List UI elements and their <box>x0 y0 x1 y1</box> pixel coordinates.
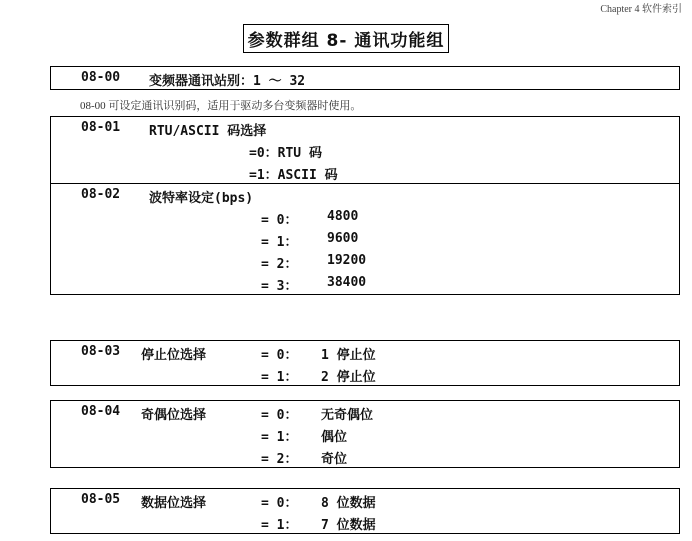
option-value: 2 停止位 <box>321 370 376 385</box>
option-key: = 1： <box>261 430 298 445</box>
param-name: 奇偶位选择 <box>141 408 207 423</box>
option-key: = 1： <box>261 518 298 533</box>
option-row <box>51 445 679 467</box>
param-code: 08-05 <box>81 492 121 507</box>
param-08-03-box <box>50 340 680 386</box>
param-name: 停止位选择 <box>141 348 207 363</box>
option-value: 38400 <box>327 275 367 290</box>
param-08-05-row <box>51 489 679 511</box>
option-row <box>51 511 679 533</box>
param-08-00-row <box>51 67 679 89</box>
param-name: 波特率设定(bps) <box>149 191 254 206</box>
option-row <box>51 423 679 445</box>
param-name: 数据位选择 <box>141 496 207 511</box>
param-08-04-box <box>50 400 680 468</box>
section-title: 参数群组 8- 通讯功能组 <box>243 24 450 53</box>
option-value: 4800 <box>327 209 359 224</box>
option-key: = 2： <box>261 257 298 272</box>
param-name: RTU/ASCII 码选择 <box>149 124 267 139</box>
option-row <box>51 250 679 272</box>
option-value: 1 停止位 <box>321 348 376 363</box>
option-row <box>51 363 679 385</box>
param-code: 08-04 <box>81 404 121 419</box>
param-08-05-box <box>50 488 680 534</box>
param-08-02-row <box>51 183 679 206</box>
option-row <box>51 272 679 294</box>
option-key: = 3： <box>261 279 298 294</box>
param-08-04-row <box>51 401 679 423</box>
param-08-00-box <box>50 66 680 90</box>
option-value: 无奇偶位 <box>321 408 374 423</box>
option-key: = 0： <box>261 496 298 511</box>
option-text: =0：RTU 码 <box>249 146 322 161</box>
param-08-00-description: 08-00 可设定通讯识别码，适用于驱动多台变频器时使用。 <box>80 100 362 112</box>
param-code: 08-03 <box>81 344 121 359</box>
param-name: 变频器通讯站别：1 ～ 32 <box>149 74 306 89</box>
option-key: = 0： <box>261 213 298 228</box>
param-code: 08-00 <box>81 70 121 85</box>
option-value: 奇位 <box>321 452 348 467</box>
section-title-wrap <box>0 24 692 53</box>
option-value: 19200 <box>327 253 367 268</box>
param-code: 08-02 <box>81 187 121 202</box>
param-code: 08-01 <box>81 120 121 135</box>
option-key: = 0： <box>261 348 298 363</box>
param-08-01-02-box <box>50 116 680 295</box>
option-value: 偶位 <box>321 430 348 445</box>
option-key: = 0： <box>261 408 298 423</box>
chapter-header: Chapter 4 软件索引 <box>600 4 682 15</box>
option-value: 7 位数据 <box>321 518 376 533</box>
option-value: 9600 <box>327 231 359 246</box>
option-text: =1：ASCII 码 <box>249 168 338 183</box>
option-key: = 1： <box>261 370 298 385</box>
option-key: = 2： <box>261 452 298 467</box>
option-row <box>51 228 679 250</box>
option-row <box>51 139 679 161</box>
option-row <box>51 161 679 183</box>
param-08-01-row <box>51 117 679 139</box>
option-value: 8 位数据 <box>321 496 376 511</box>
option-row <box>51 206 679 228</box>
option-key: = 1： <box>261 235 298 250</box>
param-08-03-row <box>51 341 679 363</box>
